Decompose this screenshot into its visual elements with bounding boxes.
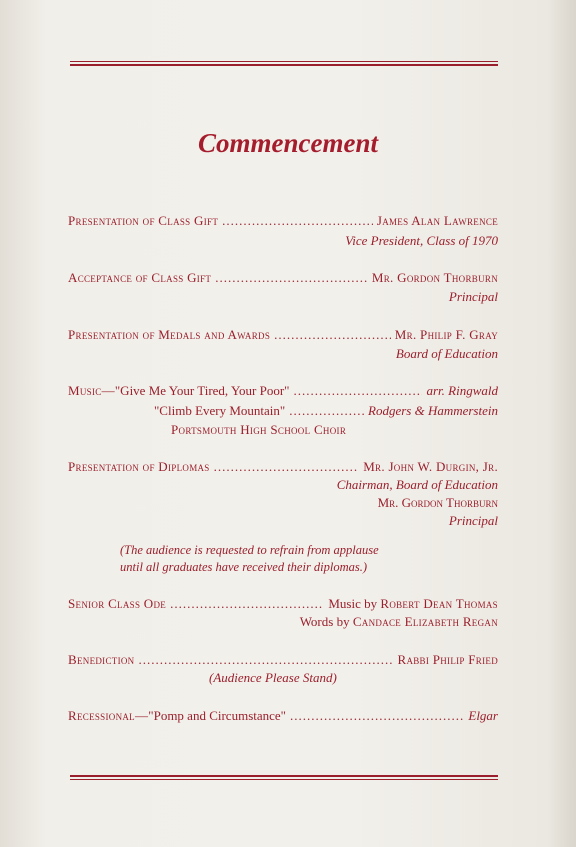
music-credit-2: Rodgers & Hammerstein [368,403,498,418]
diplomas-role-1: Chairman, Board of Education [336,477,498,492]
leader-dots [290,707,464,725]
ode-lyricist: Candace Elizabeth Regan [352,614,498,629]
medals-name: Mr. Philip F. Gray [394,327,498,342]
benediction-line [68,651,498,669]
diplomas-name-2: Mr. Gordon Thorburn [377,495,498,510]
leader-dots [289,402,364,420]
class-gift-label: Presentation of Class Gift [68,213,219,228]
diplomas-line [68,458,498,476]
music-performer: Portsmouth High School Choir [171,422,347,437]
applause-note-1: (The audience is requested to refrain from applause [120,543,379,557]
leader-dots [293,382,422,400]
benediction-name: Rabbi Philip Fried [397,652,498,667]
class-gift-name: James Alan Lawrence [376,213,498,228]
applause-note-2: until all graduates have received their diplomas.) [120,560,368,574]
top-rule [70,61,498,66]
benediction-label: Benediction [68,652,135,667]
music-song-1: "Give Me Your Tired, Your Poor" [114,383,290,398]
ode-label: Senior Class Ode [68,596,167,611]
class-gift-role: Vice President, Class of 1970 [345,233,498,248]
acceptance-label: Acceptance of Class Gift [68,270,212,285]
leader-dots [222,212,373,230]
acceptance-role: Principal [448,289,498,304]
class-gift-line [68,212,498,230]
leader-dots [138,651,393,669]
page-title: Commencement [198,128,378,158]
diplomas-name-1: Mr. John W. Durgin, Jr. [363,459,498,474]
music-label: Music— [68,383,115,398]
medals-line [68,326,498,344]
recessional-song: "Pomp and Circumstance" [148,708,286,723]
ode-music-by: Music by [328,596,378,611]
ode-composer: Robert Dean Thomas [380,596,498,611]
bottom-rule [70,773,498,780]
recessional-line [68,707,498,725]
acceptance-line [68,269,498,287]
medals-label: Presentation of Medals and Awards [68,327,271,342]
music-line-2 [154,402,498,420]
ode-line [68,595,498,613]
music-line-1 [68,382,498,400]
recessional-credit: Elgar [468,708,498,723]
benediction-note: (Audience Please Stand) [209,670,337,685]
diplomas-label: Presentation of Diplomas [68,459,210,474]
leader-dots [170,595,324,613]
leader-dots [214,458,360,476]
ode-words-by: Words by [299,614,350,629]
music-credit-1: arr. Ringwald [426,383,498,398]
ode-words-line [300,613,498,631]
acceptance-name: Mr. Gordon Thorburn [371,270,498,285]
leader-dots [274,326,391,344]
medals-role: Board of Education [395,346,498,361]
recessional-label: Recessional— [68,708,149,723]
diplomas-role-2: Principal [448,513,498,528]
leader-dots [215,269,368,287]
music-song-2: "Climb Every Mountain" [154,403,286,418]
